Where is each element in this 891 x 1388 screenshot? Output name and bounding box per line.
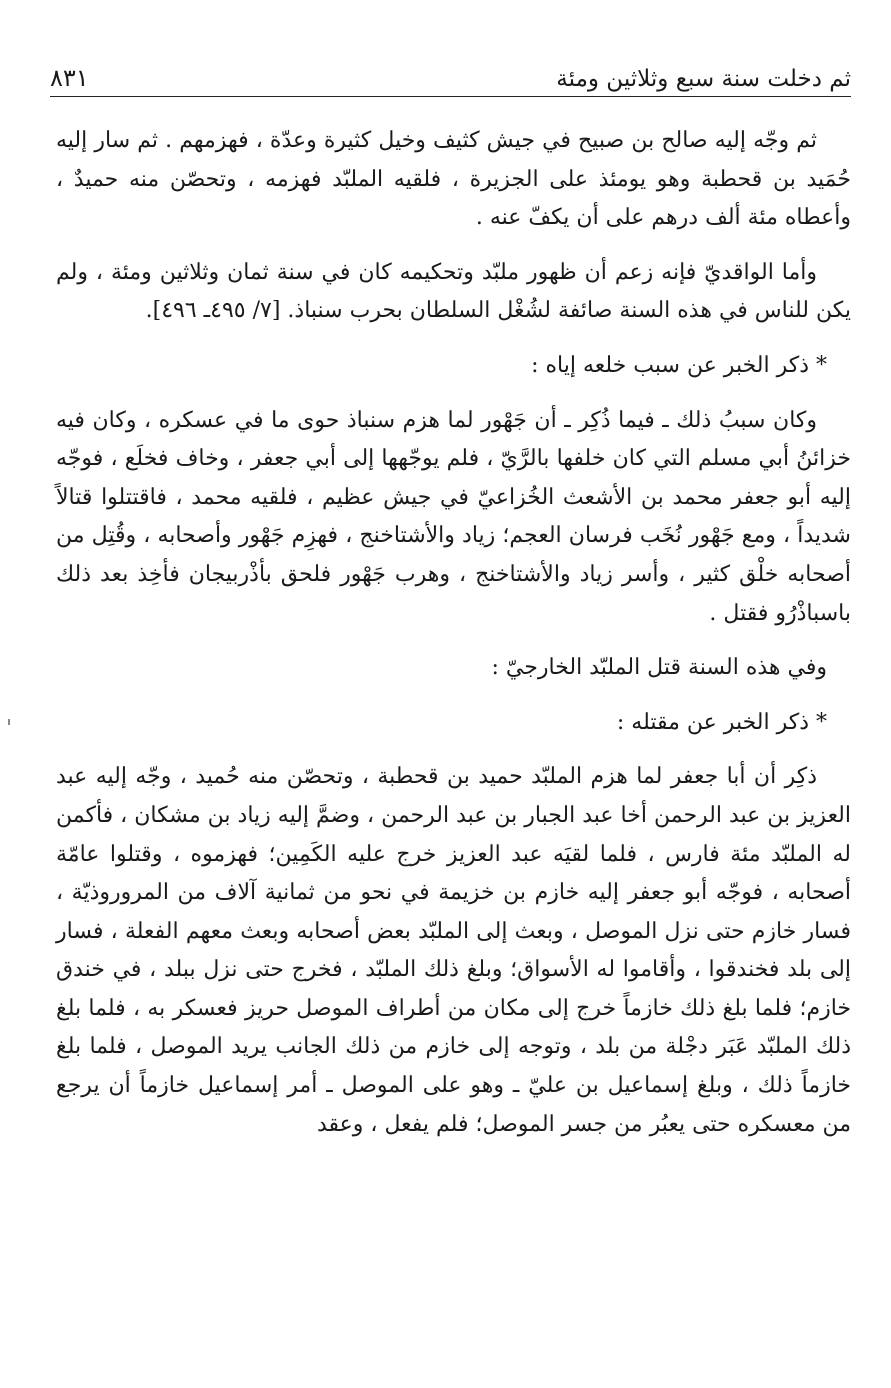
body-text [56, 122, 851, 1160]
paragraph: وكان سببُ ذلك ـ فيما ذُكِر ـ أن جَهْور لما هزم سنباذ حوى ما في عسكره ، وكان فيه خزائنُ أبي مسلم التي كان خلفها بالرَّيّ ، فلم يوجّهها إلى أبي جعفر ، وخاف فخلَع ، فوجّه إليه أبو جعفر محمد بن الأشعث الخُزاعيّ في جيش عظيم ، فلقيه محمد ، فاقتتلوا قتالاً شديداً ، ومع جَهْور نُخَب فرسان العجم؛ زياد والأشتاخنج ، فهزِم جَهْور وأصحابه ، وقُتِل من أصحابه خلْق كثير ، وأسر زياد والأشتاخنج ، وهرب جَهْور فلحق بأذْربيجان فأخِذ بعد ذلك باسباذْرُو فقتل . [56, 407, 851, 626]
header-rule [50, 96, 851, 97]
paragraph: ثم وجّه إليه صالح بن صبيح في جيش كثيف وخيل كثيرة وعدّة ، فهزمهم . ثم سار إليه حُمَيد بن قحطبة وهو يومئذ على الجزيرة ، فلقيه الملبّد فهزمه ، وتحصّن منه حميدٌ ، وأعطاه مئة ألف درهم على أن يكفّ عنه . [56, 128, 852, 231]
running-title: ثم دخلت سنة سبع وثلاثين ومئة [556, 66, 851, 92]
paragraph: وأما الواقديّ فإنه زعم أن ظهور ملبّد وتحكيمه كان في سنة ثمان وثلاثين ومئة ، ولم يكن للناس في هذه السنة صائفة لشُغْل السلطان بحرب سنباذ. [٧/ ٤٩٥ـ ٤٩٦]. [56, 259, 851, 324]
section-heading: * ذكر الخبر عن مقتله : [616, 709, 827, 735]
section-heading: وفي هذه السنة قتل الملبّد الخارجيّ : [491, 655, 827, 681]
paragraph: ذكِر أن أبا جعفر لما هزم الملبّد حميد بن قحطبة ، وتحصّن منه حُميد ، وجّه إليه عبد العزيز بن عبد الرحمن أخا عبد الجبار بن عبد الرحمن ، وضمَّ إليه زياد بن مشكان ، فأكمن له الملبّد مئة فارس ، فلما لقيَه عبد العزيز خرج عليه الكَمِين؛ فهزموه ، وقتلوا عامّة أصحابه ، فوجّه أبو جعفر إليه خازم بن خزيمة في نحو من ثمانية آلاف من المروروذيّة ، فسار خازم حتى نزل الموصل ، وبعث إلى الملبّد بعض أصحابه وبعث معهم الفعلة ، فسار إلى بلد فخندقوا ، وأقاموا له الأسواق؛ وبلغ ذلك الملبّد ، فخرج حتى نزل ببلد ، في خندق خازم؛ فلما بلغ ذلك خازماً خرج إلى مكان من أطراف الموصل حريز فعسكر به ، فلما بلغ ذلك الملبّد عَبَر دجْلة من بلد ، وتوجه إلى خازم من ذلك الجانب يريد الموصل ، فلما بلغ خازماً ذلك ، وبلغ إسماعيل بن عليّ ـ وهو على الموصل ـ أمر إسماعيل خازماً أن يرجع من معسكره حتى يعبُر من جسر الموصل؛ فلم يفعل ، وعقد [56, 764, 851, 1137]
page-number: ٨٣١ [50, 64, 89, 92]
running-header [50, 46, 851, 98]
margin-mark [8, 719, 10, 725]
section-heading: * ذكر الخبر عن سبب خلعه إياه : [531, 352, 827, 378]
